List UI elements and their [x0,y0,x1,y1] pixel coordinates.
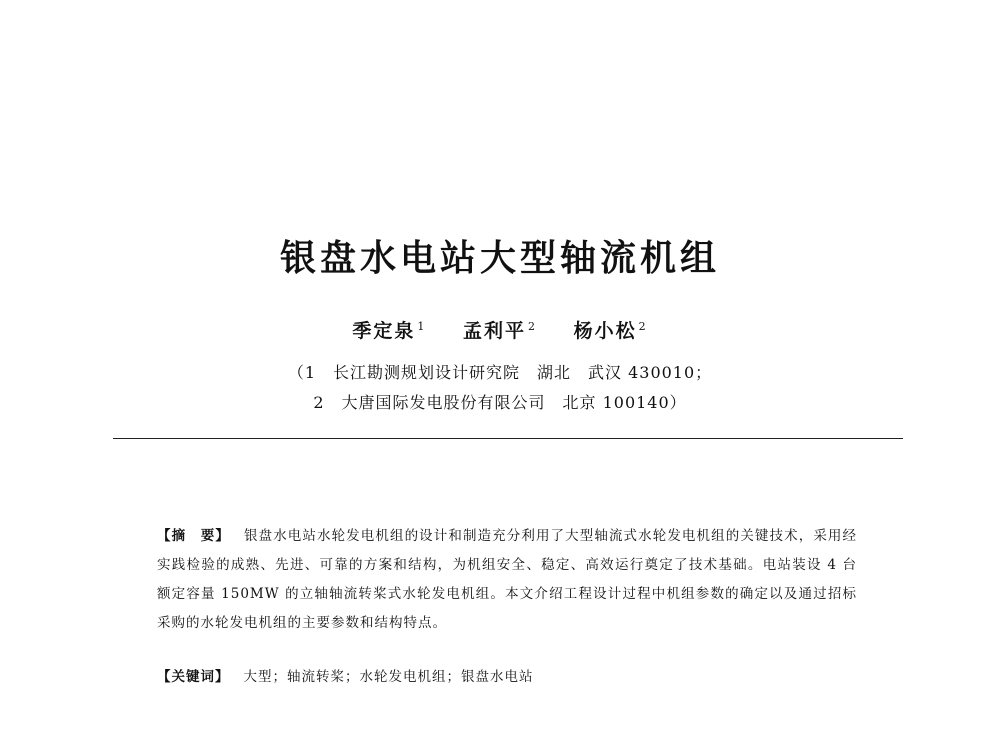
abstract-text: 银盘水电站水轮发电机组的设计和制造充分利用了大型轴流式水轮发电机组的关键技术，采用经实践检验的成熟、先进、可靠的方案和结构，为机组安全、稳定、高效运行奠定了技术基础。电站装设 4 台额定容量 150MW 的立轴轴流转桨式水轮发电机组。本文介绍工程设计过程中机组参数的确定以及通过招标采购的水轮发电机组的主要参数和结构特点。 [157,528,858,631]
author-2 [463,316,537,343]
author-name: 季定泉 [352,320,416,342]
author-1 [352,316,426,343]
keywords-block [157,665,857,685]
abstract-label: 【摘 要】 [157,528,230,544]
paper-title: 银盘水电站大型轴流机组 [279,238,720,279]
keywords-label: 【关键词】 [157,669,230,685]
abstract-block [157,522,857,638]
author-affiliation-mark: 2 [638,319,648,333]
affiliation-line-2: 2 大唐国际发电股份有限公司 北京 100140） [313,393,687,412]
header-divider [113,438,903,439]
author-name: 孟利平 [462,320,526,342]
author-name: 杨小松 [573,320,637,342]
author-3 [574,316,648,343]
author-affiliation-mark: 2 [528,319,537,333]
author-list [0,316,1000,343]
affiliation-line-1: （1 长江勘测规划设计研究院 湖北 武汉 430010； [287,363,713,382]
author-affiliation-mark: 1 [417,319,427,333]
keywords-text: 大型；轴流转桨；水轮发电机组；银盘水电站 [243,669,534,685]
